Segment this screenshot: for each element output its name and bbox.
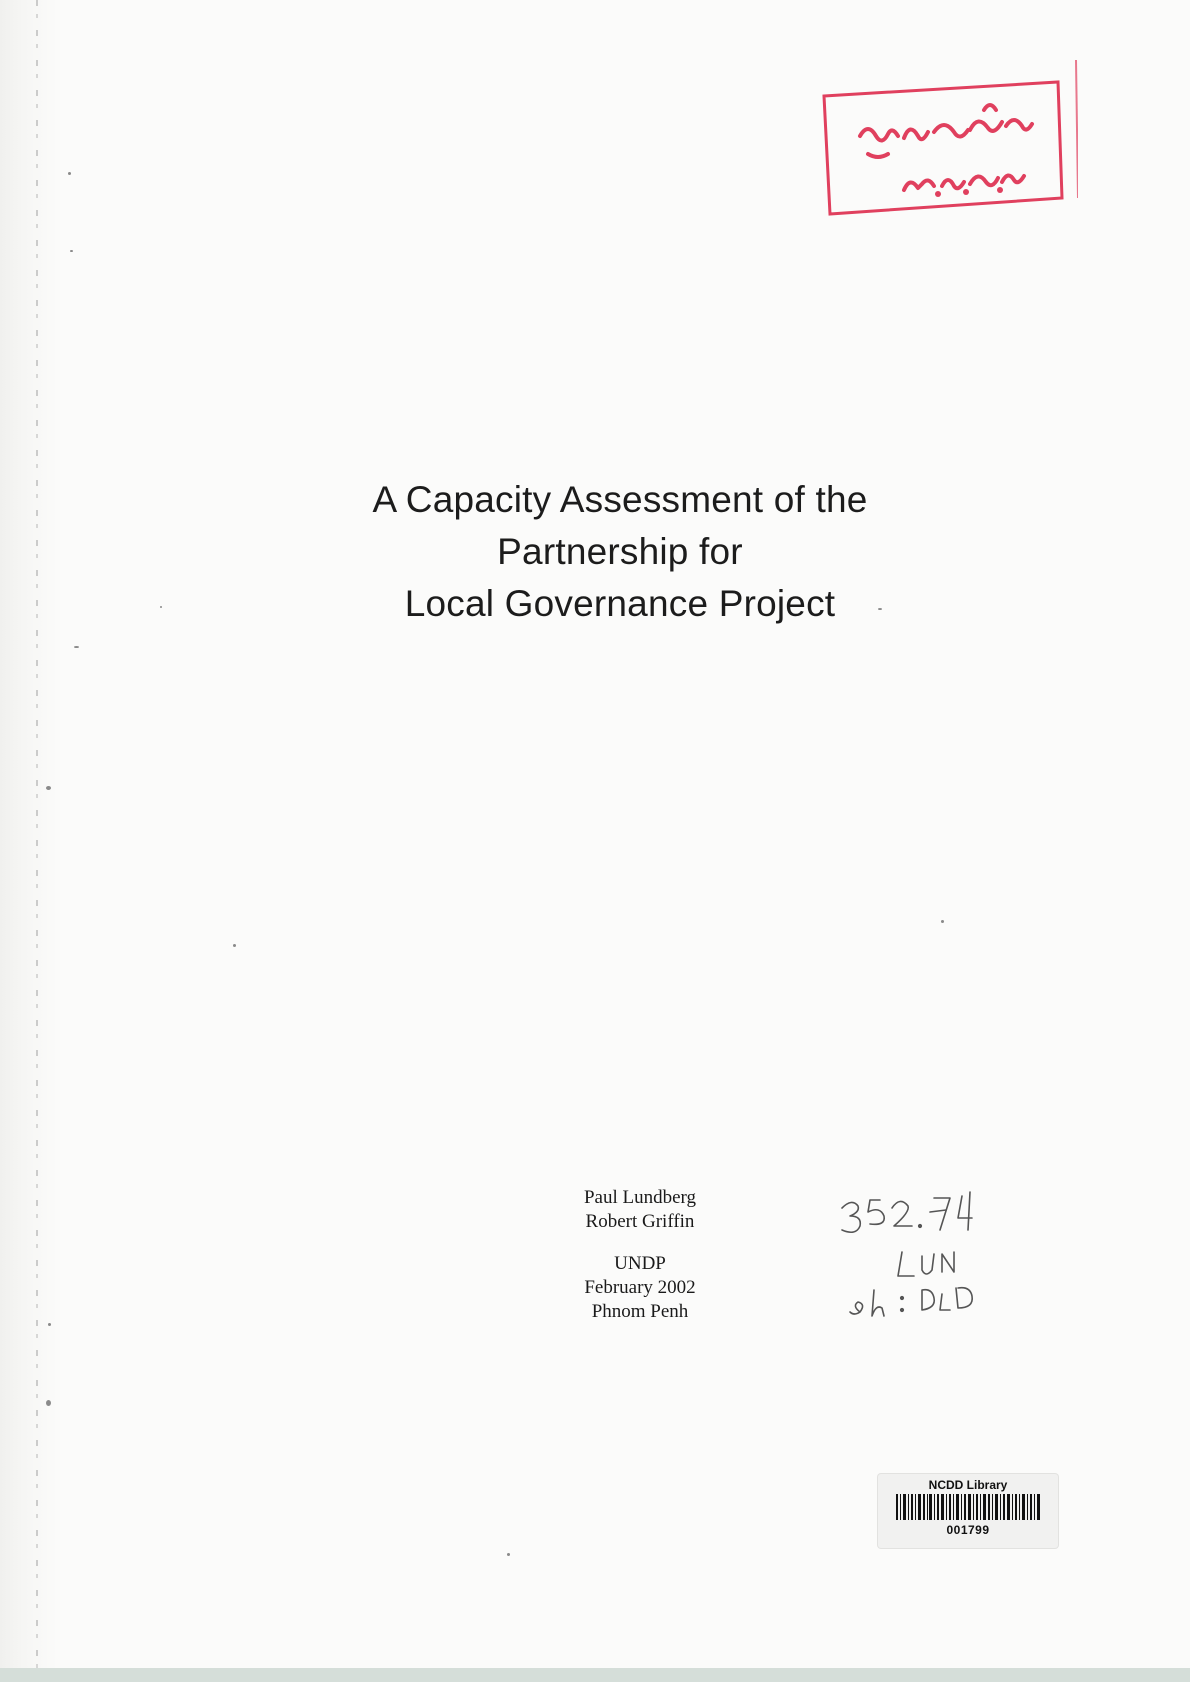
library-name: NCDD Library — [928, 1478, 1008, 1492]
scan-speck — [68, 172, 71, 175]
publication-info — [520, 1186, 760, 1324]
scan-speck — [160, 606, 162, 608]
scan-speck — [878, 608, 882, 610]
scan-spine-shadow — [0, 0, 58, 1668]
scan-speck — [941, 920, 944, 923]
document-title — [280, 474, 960, 630]
author-name: Robert Griffin — [585, 1211, 695, 1232]
stamp-text-line-2 — [1078, 58, 1079, 59]
handwriting-graphic — [830, 1186, 1030, 1336]
publication-date: February 2002 — [584, 1277, 696, 1298]
handwritten-call-number — [830, 1186, 1030, 1336]
barcode-label — [878, 1474, 1058, 1548]
scan-speck — [74, 646, 79, 648]
organization: UNDP — [614, 1253, 666, 1274]
stamp-graphic — [820, 58, 1078, 228]
scan-speck — [48, 1323, 51, 1326]
scan-speck — [233, 944, 236, 947]
title-line: Local Governance Project — [404, 583, 836, 624]
scan-speck — [46, 786, 51, 790]
scan-bottom-edge — [0, 1668, 1190, 1682]
stamp-text-line-1 — [1078, 58, 1079, 59]
scan-speck — [70, 250, 73, 252]
author-name: Paul Lundberg — [583, 1187, 697, 1208]
publication-place: Phnom Penh — [591, 1301, 689, 1322]
scan-speck — [507, 1553, 510, 1556]
title-line: A Capacity Assessment of the — [372, 479, 868, 520]
binding-edge — [36, 0, 38, 1668]
barcode-icon — [896, 1494, 1040, 1520]
barcode-number: 001799 — [946, 1523, 990, 1537]
title-line: Partnership for — [497, 531, 743, 572]
library-stamp — [820, 58, 1078, 228]
scan-speck — [46, 1400, 51, 1406]
